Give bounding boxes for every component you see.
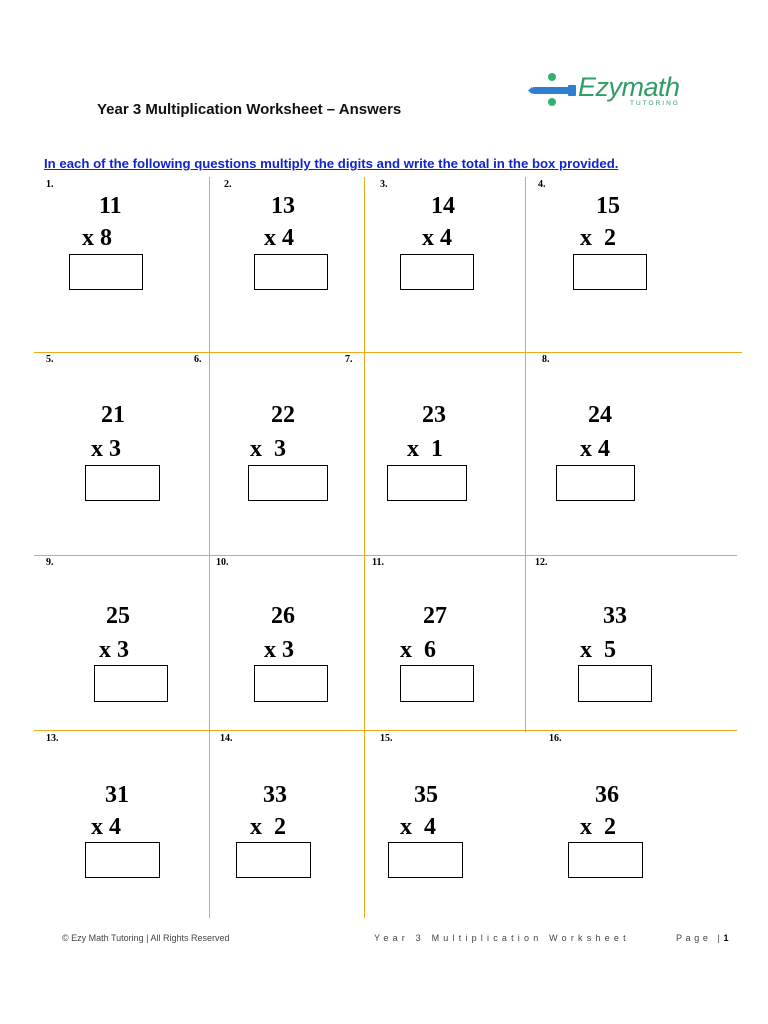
question-number: 1. (46, 179, 54, 190)
answer-box[interactable] (387, 465, 467, 501)
ezymath-logo (528, 70, 680, 114)
answer-box[interactable] (556, 465, 635, 501)
multiplicand: 33 (603, 603, 627, 629)
multiplier: x 3 (250, 436, 286, 462)
multiplier: x 3 (99, 637, 129, 663)
multiplier: x 4 (264, 225, 294, 251)
multiplier: x 4 (580, 436, 610, 462)
grid-horizontal-line (34, 352, 742, 353)
question-number: 13. (46, 733, 59, 744)
multiplier: x 5 (580, 637, 616, 663)
multiplier: x 2 (580, 225, 616, 251)
question-number: 9. (46, 557, 54, 568)
question-number: 6. (194, 354, 202, 365)
multiplicand: 15 (596, 193, 620, 219)
multiplier: x 3 (264, 637, 294, 663)
multiplicand: 14 (431, 193, 455, 219)
answer-box[interactable] (248, 465, 328, 501)
question-number: 15. (380, 733, 393, 744)
answer-box[interactable] (254, 254, 328, 290)
instruction-text: In each of the following questions multiply the digits and write the total in the box provided. (44, 156, 619, 171)
multiplier: x 3 (91, 436, 121, 462)
multiplicand: 11 (99, 193, 122, 219)
multiplicand: 36 (595, 782, 619, 808)
footer-page-number: 1 (723, 933, 733, 943)
multiplier: x 6 (400, 637, 436, 663)
multiplier: x 4 (422, 225, 452, 251)
multiplicand: 21 (101, 402, 125, 428)
multiplier: x 1 (407, 436, 443, 462)
question-number: 12. (535, 557, 548, 568)
logo-tagline: TUTORING (630, 100, 680, 107)
worksheet-title: Year 3 Multiplication Worksheet – Answers (97, 101, 402, 118)
answer-box[interactable] (400, 254, 474, 290)
question-number: 4. (538, 179, 546, 190)
multiplicand: 26 (271, 603, 295, 629)
answer-box[interactable] (254, 665, 328, 702)
footer-page-label: Page | (676, 933, 724, 943)
question-number: 3. (380, 179, 388, 190)
multiplier: x 2 (580, 814, 616, 840)
answer-box[interactable] (85, 465, 160, 501)
question-number: 2. (224, 179, 232, 190)
multiplicand: 22 (271, 402, 295, 428)
answer-box[interactable] (400, 665, 474, 702)
answer-box[interactable] (568, 842, 643, 878)
answer-box[interactable] (94, 665, 168, 702)
question-number: 14. (220, 733, 233, 744)
question-number: 8. (542, 354, 550, 365)
logo-mark-icon (528, 70, 584, 114)
logo-brand-text: Ezymath (578, 72, 680, 102)
multiplicand: 27 (423, 603, 447, 629)
grid-horizontal-line (34, 555, 737, 556)
footer-copyright: © Ezy Math Tutoring | All Rights Reserved (62, 933, 230, 943)
question-number: 7. (345, 354, 353, 365)
answer-box[interactable] (388, 842, 463, 878)
question-number: 11. (372, 557, 384, 568)
multiplier: x 4 (91, 814, 121, 840)
multiplicand: 13 (271, 193, 295, 219)
answer-box[interactable] (236, 842, 311, 878)
multiplicand: 25 (106, 603, 130, 629)
multiplicand: 23 (422, 402, 446, 428)
multiplicand: 31 (105, 782, 129, 808)
multiplicand: 35 (414, 782, 438, 808)
multiplicand: 24 (588, 402, 612, 428)
footer-center: Year 3 Multiplication Worksheet (374, 933, 630, 943)
multiplier: x 4 (400, 814, 436, 840)
question-number: 10. (216, 557, 229, 568)
grid-vertical-line (525, 177, 526, 732)
grid-horizontal-line (34, 730, 737, 731)
question-number: 16. (549, 733, 562, 744)
grid-vertical-line (209, 177, 210, 918)
answer-box[interactable] (69, 254, 143, 290)
answer-box[interactable] (85, 842, 160, 878)
grid-vertical-line (364, 177, 365, 918)
answer-box[interactable] (578, 665, 652, 702)
multiplicand: 33 (263, 782, 287, 808)
answer-box[interactable] (573, 254, 647, 290)
question-number: 5. (46, 354, 54, 365)
multiplier: x 2 (250, 814, 286, 840)
multiplier: x 8 (82, 225, 112, 251)
footer-page (676, 933, 732, 943)
